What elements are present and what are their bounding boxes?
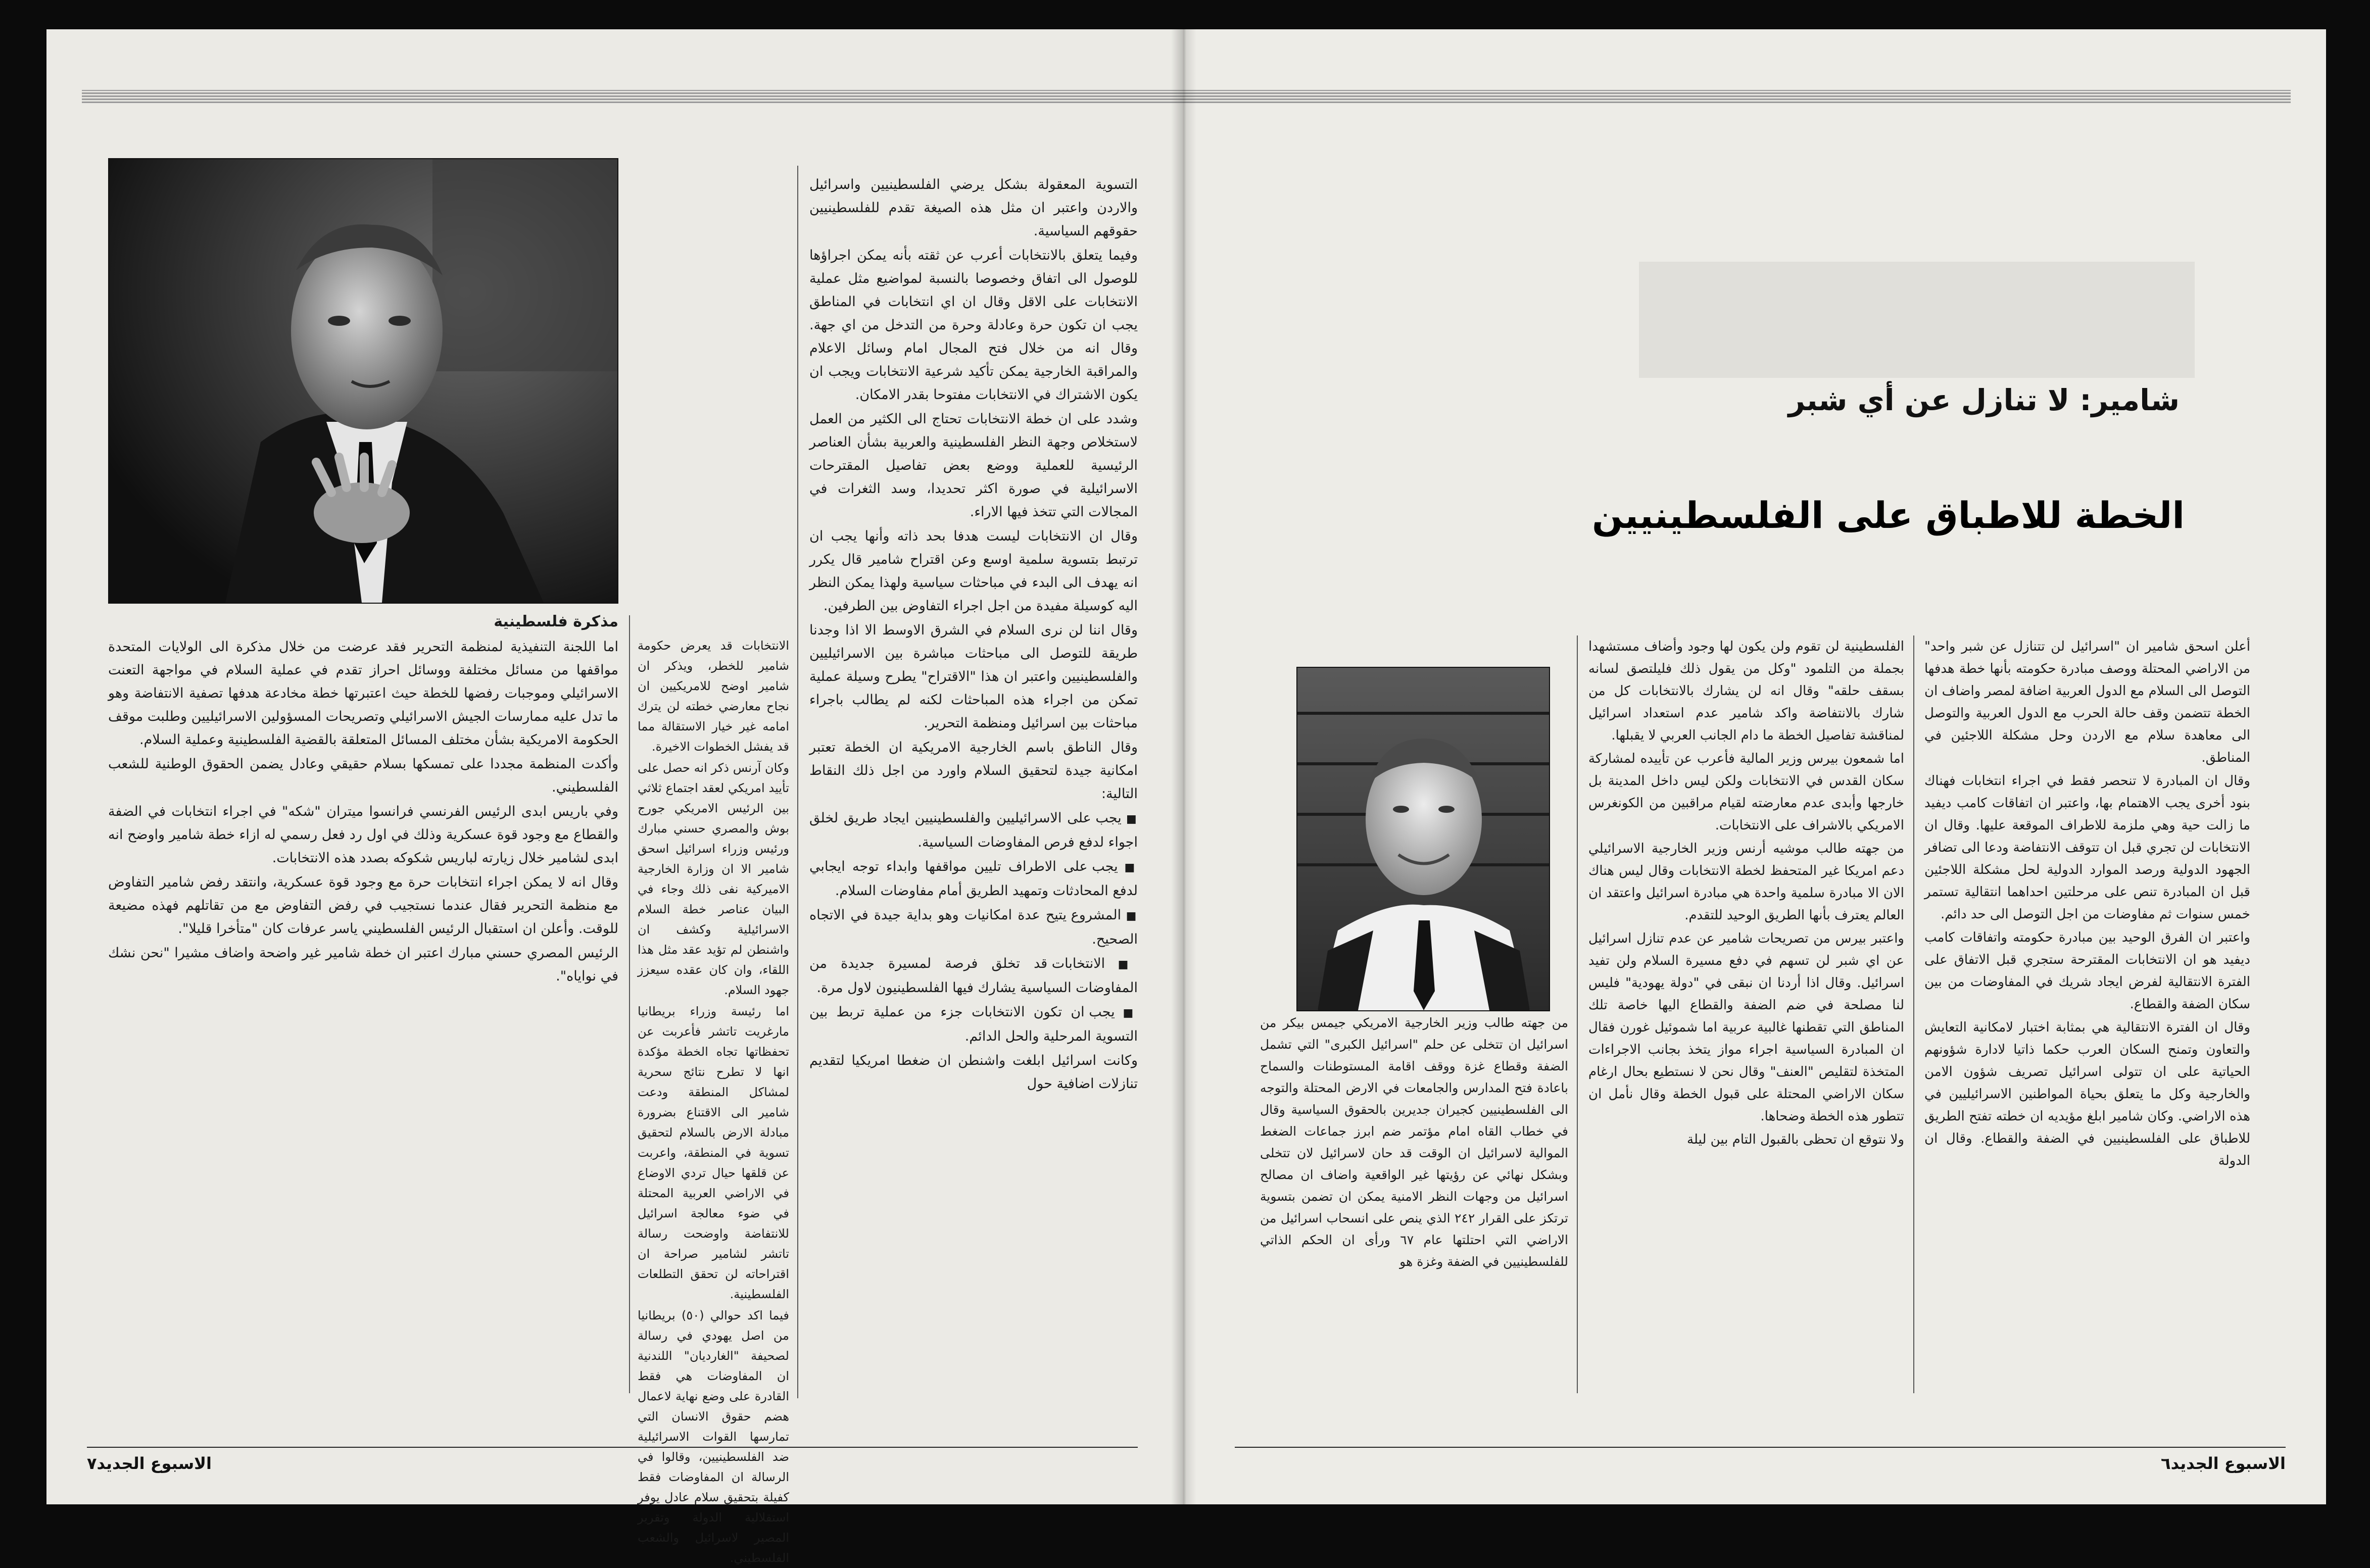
paragraph: الرئيس المصري حسني مبارك اعتبر ان خطة شامير غير واضحة واضاف مشيرا "نحن نشك في نواياه". bbox=[108, 945, 618, 984]
footer-rule bbox=[1235, 1447, 2286, 1448]
column-memo bbox=[108, 610, 618, 1398]
column-divider bbox=[1577, 635, 1578, 1393]
column-text bbox=[809, 173, 1138, 1401]
paragraph: وفي باريس ابدى الرئيس الفرنسي فرانسوا ميتران "شكه" في اجراء انتخابات في الضفة والقطاع مع وجود قوة عسكرية وذلك في اول رد فعل رسمي له ازاء خطة شامير واوضح انه ابدى لشامير خلال زيارته لباريس شكوكه بصدد هذه الانتخابات. bbox=[108, 804, 618, 866]
bullet-point: ■ يجب على الاسرائيليين والفلسطينيين ايجاد طريق لخلق اجواء لدفع فرص المفاوضات السياسية. bbox=[809, 807, 1138, 854]
section-heading: مذكرة فلسطينية bbox=[494, 613, 618, 630]
paragraph: ولا نتوقع ان تحظى بالقبول التام بين ليلة bbox=[1687, 1132, 1904, 1147]
portrait-figure bbox=[109, 159, 617, 603]
column-text bbox=[1588, 635, 1904, 1396]
paragraph: من جهته طالب وزير الخارجية الامريكي جيمس بيكر من اسرائيل ان تتخلى عن حلم "اسرائيل الكبرى" التي تشمل الضفة وقطاع غزة ووقف اقامة المستوطنات والسماح باعادة فتح المدارس والجامعات في الارض المحتلة والتوجه الى الفلسطينيين كجيران جديرين بالحقوق السياسية وقال في خطاب القاه امام مؤتمر ضم ابرز جماعات الضغط الموالية لاسرائيل ان الوقت قد حان لاسرائيل لان تتخلى وبشكل نهائي عن رؤيتها غير الواقعية واضاف ان مصالح اسرائيل من وجهات النظر الامنية يمكن ان تضمن بتسوية ترتكز على القرار ٢٤٢ الذي ينص على انسحاب اسرائيل من الاراضي التي احتلتها عام ٦٧ ورأى ان الحكم الذاتي للفلسطينيين في الضفة وغزة هو bbox=[1260, 1015, 1568, 1269]
paragraph: فيما اكد حوالي (٥٠) بريطانيا من اصل يهودي في رسالة لصحيفة "الغارديان" اللندنية ان المفاوضات هي فقط القادرة على وضع نهاية لاعمال هضم حقوق الانسان التي تمارسها القوات الاسرائيلية ضد الفلسطينيين، وقالوا في الرسالة ان المفاوضات فقط كفيلة بتحقيق سلام عادل يوفر استقلالية الدولة وتقرير المصير لاسرائيل والشعب الفلسطيني. bbox=[638, 1308, 790, 1565]
photo-mitterrand bbox=[108, 158, 618, 604]
column-text bbox=[1260, 1012, 1568, 1396]
paragraph: الانتخابات قد يعرض حكومة شامير للخطر، ويذكر ان شامير اوضح للامريكيين ان نجاح معارضي خطته لن يترك امامه غير خيار الاستقالة مما قد يفشل الخطوات الاخيرة. bbox=[638, 639, 789, 754]
paragraph: وكان آرنس ذكر انه حصل على تأييد امريكي لعقد اجتماع ثلاثي بين الرئيس الامريكي جورج بوش والمصري حسني مبارك ورئيس وزراء اسرائيل اسحق شامير الا ان وزارة الخارجية الاميركية نفى ذلك وجاء في البيان عناصر خطة السلام الاسرائيلية وكشف ان واشنطن لم تؤيد عقد مثل هذا اللقاء، وان كان عقده سيعزز جهود السلام. bbox=[638, 761, 789, 997]
column-divider bbox=[1913, 635, 1914, 1393]
paragraph: وقال ان الفترة الانتقالية هي بمثابة اختبار لامكانية التعايش والتعاون وتمنح السكان العرب حكما ذاتيا لادارة شؤونهم الحياتية على ان تتولى اسرائيل تصريف شؤون الامن والخارجية وكل ما يتعلق بحياة المواطنين الاسرائيليين في هذه الاراضي. وكان شامير ابلغ مؤيديه ان خطته تفتح الطريق للاطباق على الفلسطينيين في الضفة والقطاع. وقال ان الدولة bbox=[1924, 1020, 2250, 1168]
top-rule bbox=[82, 90, 1184, 103]
paragraph: التسوية المعقولة بشكل يرضي الفلسطينيين واسرائيل والاردن واعتبر ان مثل هذه الصيغة تقدم للفلسطينيين حقوقهم السياسية. bbox=[809, 177, 1138, 239]
page-footer: الاسبوع الجديد٧ bbox=[87, 1454, 212, 1473]
paragraph: الفلسطينية لن تقوم ولن يكون لها وجود وأضاف مستشهدا بجملة من التلمود "وكل من يقول ذلك فليلتصق لسانه بسقف حلقه" وقال انه لن يشارك بالانتخابات كل من شارك بالانتفاضة واكد شامير عدم استعداد اسرائيل لمناقشة تفاصيل الخطة ما دام الجانب العربي لا يقبلها. bbox=[1588, 639, 1904, 743]
photo-baker bbox=[1296, 667, 1550, 1011]
paragraph: أعلن اسحق شامير ان "اسرائيل لن تتنازل عن شبر واحد" من الاراضي المحتلة ووصف مبادرة حكومته بأنها خطة هدفها التوصل الى السلام مع الدول العربية اضافة لمصر واضاف ان الخطة تتضمن وقف حالة الحرب مع الدول العربية والتوصل الى معاهدة سلام مع الاردن وحل مشكلة اللاجئين في المناطق. bbox=[1924, 639, 2250, 765]
paragraph: وشدد على ان خطة الانتخابات تحتاج الى الكثير من العمل لاستخلاص وجهة النظر الفلسطينية والعربية بشأن العناصر الرئيسية للعملية ووضع بعض تفاصيل المقترحات الاسرائيلية في صورة اكثر تحديدا، وسد الثغرات في المجالات التي تتخذ فيها الاراء. bbox=[809, 411, 1138, 520]
paragraph: واعتبر بيرس من تصريحات شامير عن عدم تنازل اسرائيل عن اي شبر لن تسهم في دفع مسيرة السلام ولن تفيد اسرائيل. وقال اذا أردنا ان نبقى في "دولة يهودية" فليس لنا مصلحة في ضم الضفة والقطاع اليها خاصة تلك المناطق التي تقطنها غالبية عربية اما شموئيل غورن فقال ان المبادرة السياسية اجراء مواز يتخذ بجانب الاجراءات المتخذة لتقليص "العنف" وقال نحن لا نستطيع بحال ارغام سكان الاراضي المحتلة على قبول الخطة وقال نأمل ان تتطور هذه الخطة وضحاها. bbox=[1588, 931, 1904, 1124]
show-through-shade bbox=[1639, 262, 2195, 378]
paragraph: وقال ان الانتخابات ليست هدفا بحد ذاته وأنها يجب ان ترتبط بتسوية سلمية اوسع وعن اقتراح شامير قال يكرر انه يهدف الى البدء في مباحثات سياسية ولهذا يمكن النظر اليه كوسيلة مفيدة من اجل اجراء التفاوض بين الطرفين. bbox=[809, 528, 1138, 614]
page-footer: الاسبوع الجديد٦ bbox=[2161, 1454, 2286, 1473]
column-divider bbox=[797, 166, 798, 1398]
top-rule bbox=[1184, 90, 2291, 103]
bullet-point: ■ يجب على الاطراف تليين مواقفها وابداء توجه ايجابي لدفع المحادثات وتمهيد الطريق أمام مفاوضات السلام. bbox=[809, 855, 1138, 903]
paragraph: اما شمعون بيرس وزير المالية فأعرب عن تأييده لمشاركة سكان القدس في الانتخابات ولكن ليس داخل المدينة بل خارجها وأبدى عدم معارضته لقيام مراقبين من الكونغرس الامريكي بالاشراف على الانتخابات. bbox=[1588, 751, 1904, 833]
column-text bbox=[1924, 635, 2250, 1396]
paragraph: وكانت اسرائيل ابلغت واشنطن ان ضغطا امريكيا لتقديم تنازلات اضافية حول bbox=[809, 1053, 1138, 1092]
bullet-point: ■ الانتخابات قد تخلق فرصة لمسيرة جديدة من المفاوضات السياسية يشارك فيها الفلسطينيون لاول مرة. bbox=[809, 952, 1138, 1000]
paragraph: وفيما يتعلق بالانتخابات أعرب عن ثقته بأنه يمكن اجراؤها للوصول الى اتفاق وخصوصا بالنسبة لمواضيع مثل عملية الانتخابات على الاقل وقال ان اي انتخابات في المناطق يجب ان تكون حرة وعادلة وحرة من التدخل من اي جهة. وقال انه من خلال فتح المجال امام وسائل الاعلام والمراقبة الخارجية يمكن تأكيد شرعية الانتخابات ويجب ان يكون الاشتراك في الانتخابات مفتوحا بقدر الامكان. bbox=[809, 248, 1138, 403]
main-headline: الخطة للاطباق على الفلسطينيين bbox=[1591, 494, 2185, 536]
portrait-figure bbox=[1297, 668, 1549, 1010]
paragraph: اما رئيسة وزراء بريطانيا مارغريت تاتشر فأعربت عن تحفظاتها تجاه الخطة مؤكدة انها لا تطرح نتائج سحرية لمشاكل المنطقة ودعت شامير الى الاقتناع بضرورة مبادلة الارض بالسلام لتحقيق تسوية في المنطقة، واعربت عن قلقها حيال تردي الاوضاع في الاراضي العربية المحتلة في ضوء معالجة اسرائيل للانتفاضة واوضحت رسالة تاتشر لشامير صراحة ان اقتراحاته لن تحقق التطلعات الفلسطينية. bbox=[638, 1004, 789, 1301]
right-page bbox=[1184, 29, 2326, 1504]
kicker-headline: شامير: لا تنازل عن أي شبر bbox=[1788, 383, 2180, 417]
footer-rule bbox=[87, 1447, 1138, 1448]
bullet-point: ■ يجب ان تكون الانتخابات جزء من عملية تربط بين التسوية المرحلية والحل الدائم. bbox=[809, 1001, 1138, 1048]
paragraph: وقال الناطق باسم الخارجية الامريكية ان الخطة تعتبر امكانية جيدة لتحقيق السلام واورد من اجل ذلك النقاط التالية: bbox=[809, 740, 1138, 802]
paragraph: من جهته طالب موشيه أرنس وزير الخارجية الاسرائيلي دعم امريكا غير المتحفظ لخطة الانتخابات وقال ليس هناك الان الا مبادرة سلمية واحدة هي مبادرة اسرائيل واعتقد ان العالم يعترف بأنها الطريق الوحيد للتقدم. bbox=[1588, 841, 1904, 923]
paragraph: وقال انه لا يمكن اجراء انتخابات حرة مع وجود قوة عسكرية، وانتقد رفض شامير التفاوض مع منظمة التحرير فقال عندما نستجيب في رفض التفاوض مع من تقاتلهم فهذه مضيعة للوقت. وأعلن ان استقبال الرئيس الفلسطيني ياسر عرفات كان "متأخرا قليلا". bbox=[108, 874, 618, 937]
bullet-point: ■ المشروع يتيح عدة امكانيات وهو بداية جيدة في الاتجاه الصحيح. bbox=[809, 904, 1138, 951]
paragraph: وأكدت المنظمة مجددا على تمسكها بسلام حقيقي وعادل يضمن الحقوق الوطنية للشعب الفلسطيني. bbox=[108, 756, 618, 795]
column-text bbox=[638, 635, 790, 1565]
column-divider bbox=[629, 615, 630, 1393]
paragraph: واعتبر ان الفرق الوحيد بين مبادرة حكومته واتفاقات كامب ديفيد هو ان الانتخابات المقترحة ستجري قبل الاتفاق على الفترة الانتقالية لفرض ايجاد شريك في المفاوضات من بين سكان الضفة والقطاع. bbox=[1924, 930, 2250, 1012]
paragraph: وقال ان المبادرة لا تنحصر فقط في اجراء انتخابات فهناك بنود أخرى يجب الاهتمام بها، واعتبر ان اتفاقات كامب ديفيد ما زالت حية وهي ملزمة للاطراف الموقعة عليها. وقال ان الانتخابات لن تجري قبل ان تتوقف الانتفاضة ودعا الى تضافر الجهود الدولية ورصد الموارد الدولية لحل مشكلة اللاجئين قبل ان المبادرة تنص على مرحلتين احداهما انتقالية تستمر خمس سنوات ثم مفاوضات من اجل التوصل الى حد دائم. bbox=[1924, 773, 2250, 922]
left-page bbox=[46, 29, 1184, 1565]
paragraph: وقال اننا لن نرى السلام في الشرق الاوسط الا اذا وجدنا طريقة للتوصل الى مباحثات مباشرة بين الاسرائيليين والفلسطينيين واعتبر ان هذا "الاقتراح" يطرح وسيلة عملية تمكن من اجراء هذه المباحثات لكنه لم يطالب باجراء مباحثات بين اسرائيل ومنظمة التحرير. bbox=[809, 622, 1138, 731]
center-fold-shadow bbox=[1171, 29, 1196, 1504]
paragraph: اما اللجنة التنفيذية لمنظمة التحرير فقد عرضت من خلال مذكرة الى الولايات المتحدة مواقفها من مسائل مختلفة ووسائل احراز تقدم في عملية السلام في مواجهة التعنت الاسرائيلي وموجبات رفضها للخطة حيث اعتبرتها خطة مخادعة هدفها تصفية الانتفاضة وهو ما تدل عليه ممارسات الجيش الاسرائيلي وتصريحات المسؤولين الاسرائيليين وطلبت موقف الحكومة الامريكية بشأن مختلف المسائل المتعلقة بالقضية الفلسطينية وعملية السلام. bbox=[108, 639, 618, 748]
